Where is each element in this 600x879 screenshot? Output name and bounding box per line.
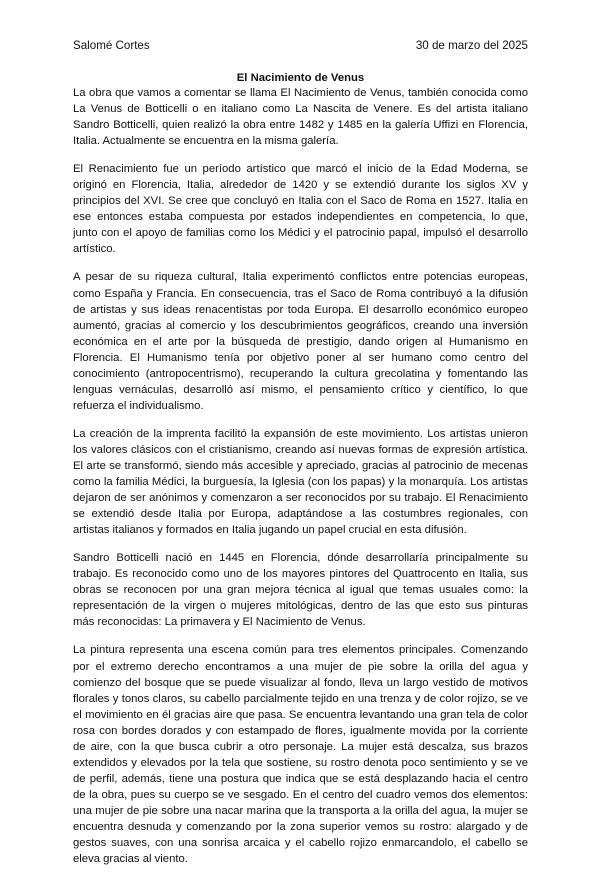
page-header bbox=[73, 38, 528, 54]
paragraph-renaissance: El Renacimiento fue un período artístico que marcó el inicio de la Edad Moderna, se originó en Florencia, Italia, alrededor de 1420 y se extendió durante los siglos XV y principios del XVI. Se cree que concluyó en Italia con el Saco de Roma en 1527. Italia en ese entonces estaba compuesta por estados independientes en competencia, lo que, junto con el apoyo de familias como los Médici y el patrocinio papal, impulsó el desarrollo artístico. bbox=[73, 163, 528, 256]
paragraph-description: La pintura representa una escena común para tres elementos principales. Comenzando por el extremo derecho encontramos a una mujer de pie sobre la orilla del agua y comienzo del bosque que se puede visualizar al fondo, lleva un largo vestido de motivos florales y tonos claros, su cabello parcialmente tejido en una trenza y de color rojizo, se ve el movimiento en él gracias aire que pasa. Se encuentra levantando una gran tela de color rosa con bordes dorados y con estampado de flores, igualmente movida por la corriente de aire, con la que busca cubrir a otro personaje. La mujer está descalza, sus brazos extendidos y elevados por la tela que sostiene, su rostro denota poco sentimiento y se ve de perfil, además, tiene una postura que indica que se está desplazando hacia el centro de la obra, pues su cuerpo se ve sesgado. En el centro del cuadro vemos dos elementos: una mujer de pie sobre una nacar marina que la transporta a la orilla del agua, la mujer se encuentra desnuda y comenzando por la zona superior vemos su rostro: alargado y de gestos suaves, con una sonrisa arcaica y el cabello rojizo enmarcandolo, el cabello se eleva gracias al viento. bbox=[73, 644, 528, 866]
document-body bbox=[73, 71, 528, 879]
paragraph-intro: La obra que vamos a comentar se llama El Nacimiento de Venus, también conocida como La Venus de Botticelli o en italiano como La Nascita de Venere. Es del artista italiano Sandro Botticelli, quien realizó la obra entre 1482 y 1485 en la galería Uffizi en Florencia, Italia. Actualmente se encuentra en la misma galería. bbox=[73, 87, 528, 148]
paragraph-cultural-context: A pesar de su riqueza cultural, Italia experimentó conflictos entre potencias europeas, como España y Francia. En consecuencia, tras el Saco de Roma contribuyó a la difusión de artistas y sus ideas renacentistas por toda Europa. El desarrollo económico europeo aumentó, gracias al comercio y los descubrimientos geográficos, creando una inversión económica en el arte por la búsqueda de prestigio, dando origen al Humanismo en Florencia. El Humanismo tenía por objetivo poner al ser humano como centro del conocimiento (antropocentrismo), recuperando la cultura grecolatina y fomentando las lenguas vernáculas, desarrolló así mismo, el pensamiento crítico y científico, lo que refuerza el individualismo. bbox=[73, 271, 528, 412]
document-title: El Nacimiento de Venus bbox=[236, 72, 365, 84]
document-date: 30 de marzo del 2025 bbox=[415, 39, 528, 52]
paragraph-printing-press: La creación de la imprenta facilitó la expansión de este movimiento. Los artistas unieron los valores clásicos con el cristianismo, creando así nuevas formas de expresión artística. El arte se transformó, siendo más accesible y apreciado, gracias al patrocinio de mecenas como la familia Médici, la burguesía, la Iglesia (con los papas) y la monarquía. Los artistas dejaron de ser anónimos y comenzaron a ser reconocidos por su trabajo. El Renacimiento se extendió desde Italia por Europa, adaptándose a las costumbres regionales, con artistas italianos y formados en Italia jugando un papel crucial en esta difusión. bbox=[73, 427, 528, 537]
paragraph-botticelli: Sandro Botticelli nació en 1445 en Florencia, dónde desarrollaría principalmente su trabajo. Es reconocido como uno de los mayores pintores del Quattrocento en Italia, sus obras se reconocen por una gran mejora técnica al igual que temas usuales como: la representación de la virgen o mujeres mitológicas, dentro de las que esto sus pinturas más reconocidas: La primavera y El Nacimiento de Venus. bbox=[73, 552, 528, 629]
author-name: Salomé Cortes bbox=[73, 39, 150, 52]
